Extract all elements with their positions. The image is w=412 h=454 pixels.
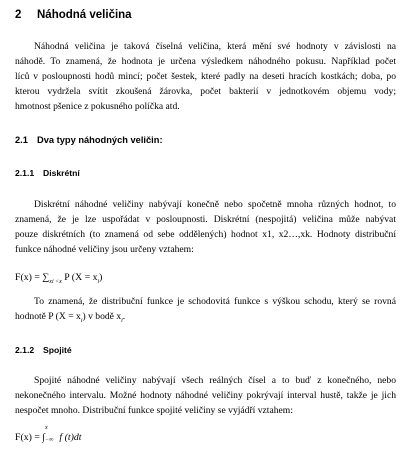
formula-lhs: F(x) = <box>15 432 43 443</box>
discrete-line: znamená, že je lze uspořádat v posloupnosti. Diskrétní (nespojitá) veličina může nabývat <box>15 214 396 225</box>
continuous-paragraph <box>15 373 396 418</box>
discrete-explanation-line: To znamená, že distribuční funkce je schodovitá funkce s výškou schodu, který se rovná <box>34 296 396 307</box>
section-heading-2-1 <box>15 135 163 145</box>
subsection-heading-2-1-2 <box>15 345 72 355</box>
text-part: . <box>122 311 126 322</box>
integrand: f (t)dt <box>56 432 82 443</box>
discrete-distribution-formula <box>15 272 102 285</box>
continuous-line: nespočet mnoho. Distribuční funkce spojité veličiny se vyjádří vztahem: <box>15 405 293 416</box>
intro-line: Náhodná veličina je taková číselná veličina, která mění své hodnoty v závislosti na <box>34 41 396 52</box>
integral-limits <box>44 424 57 443</box>
intro-line: hmotnost pšenice z pokusného políčka atd. <box>15 101 180 112</box>
discrete-line: funkce náhodné veličiny jsou určeny vztahem: <box>15 244 194 255</box>
text-part: hodnotě P (X = x <box>15 311 81 322</box>
sum-subscript: xi <x <box>49 278 62 285</box>
subsection-title: Spojité <box>43 345 72 355</box>
intro-line: náhodě. To znamená, že hodnota je určena výsledkem náhodného pokusu. Například počet <box>15 56 396 67</box>
subsection-number: 2.1.2 <box>15 345 35 355</box>
chapter-heading <box>15 9 132 21</box>
discrete-paragraph <box>15 197 396 257</box>
section-number: 2.1 <box>15 135 28 145</box>
continuous-line: nekonečného intervalu. Možné hodnoty náhodné veličiny pokrývají interval hustě, takže je jich <box>15 390 396 401</box>
formula-rhs: P (X = x <box>61 272 98 283</box>
section-title: Dva typy náhodných veličin: <box>37 135 163 145</box>
sum-symbol: ∑ <box>42 272 50 283</box>
text-part: ) v bodě x <box>82 311 122 322</box>
intro-paragraph <box>15 39 396 114</box>
subsection-heading-2-1-1 <box>15 168 80 178</box>
discrete-explanation <box>15 294 396 324</box>
integral-symbol: ∫ <box>42 432 45 443</box>
formula-rhs-subscript: i <box>97 278 100 285</box>
formula-lhs: F(x) = <box>15 272 43 283</box>
intro-line: líců v posloupnosti hodů mincí; počet šestek, které padly na deseti hracích kostkách; doba, po <box>15 71 396 82</box>
subscript: i <box>121 317 123 324</box>
intro-line: kterou vydržela svítit zkoušená žárovka, počet bakterií v jednotkovém objemu vody; <box>15 86 396 97</box>
integral-lower-limit: −∞ <box>44 436 54 443</box>
subsection-title: Diskrétní <box>43 168 80 178</box>
continuous-distribution-formula <box>15 424 82 443</box>
subsection-number: 2.1.1 <box>15 168 35 178</box>
discrete-line: pouze diskrétních (to znamená od sebe oddělených) hodnot x1, x2…,xk. Hodnoty distribuční <box>15 229 396 240</box>
formula-close: ) <box>99 272 103 283</box>
discrete-line: Diskrétní náhodné veličiny nabývají konečně nebo spočetně mnoha různých hodnot, to <box>34 199 396 210</box>
discrete-explanation-line <box>15 309 396 324</box>
integral-upper-limit: x <box>44 424 48 431</box>
chapter-number: 2 <box>15 9 22 21</box>
subscript: i <box>80 317 83 324</box>
continuous-line: Spojité náhodné veličiny nabývají všech reálných čísel a to buď z konečného, nebo <box>34 375 396 386</box>
chapter-title: Náhodná veličina <box>37 9 132 21</box>
